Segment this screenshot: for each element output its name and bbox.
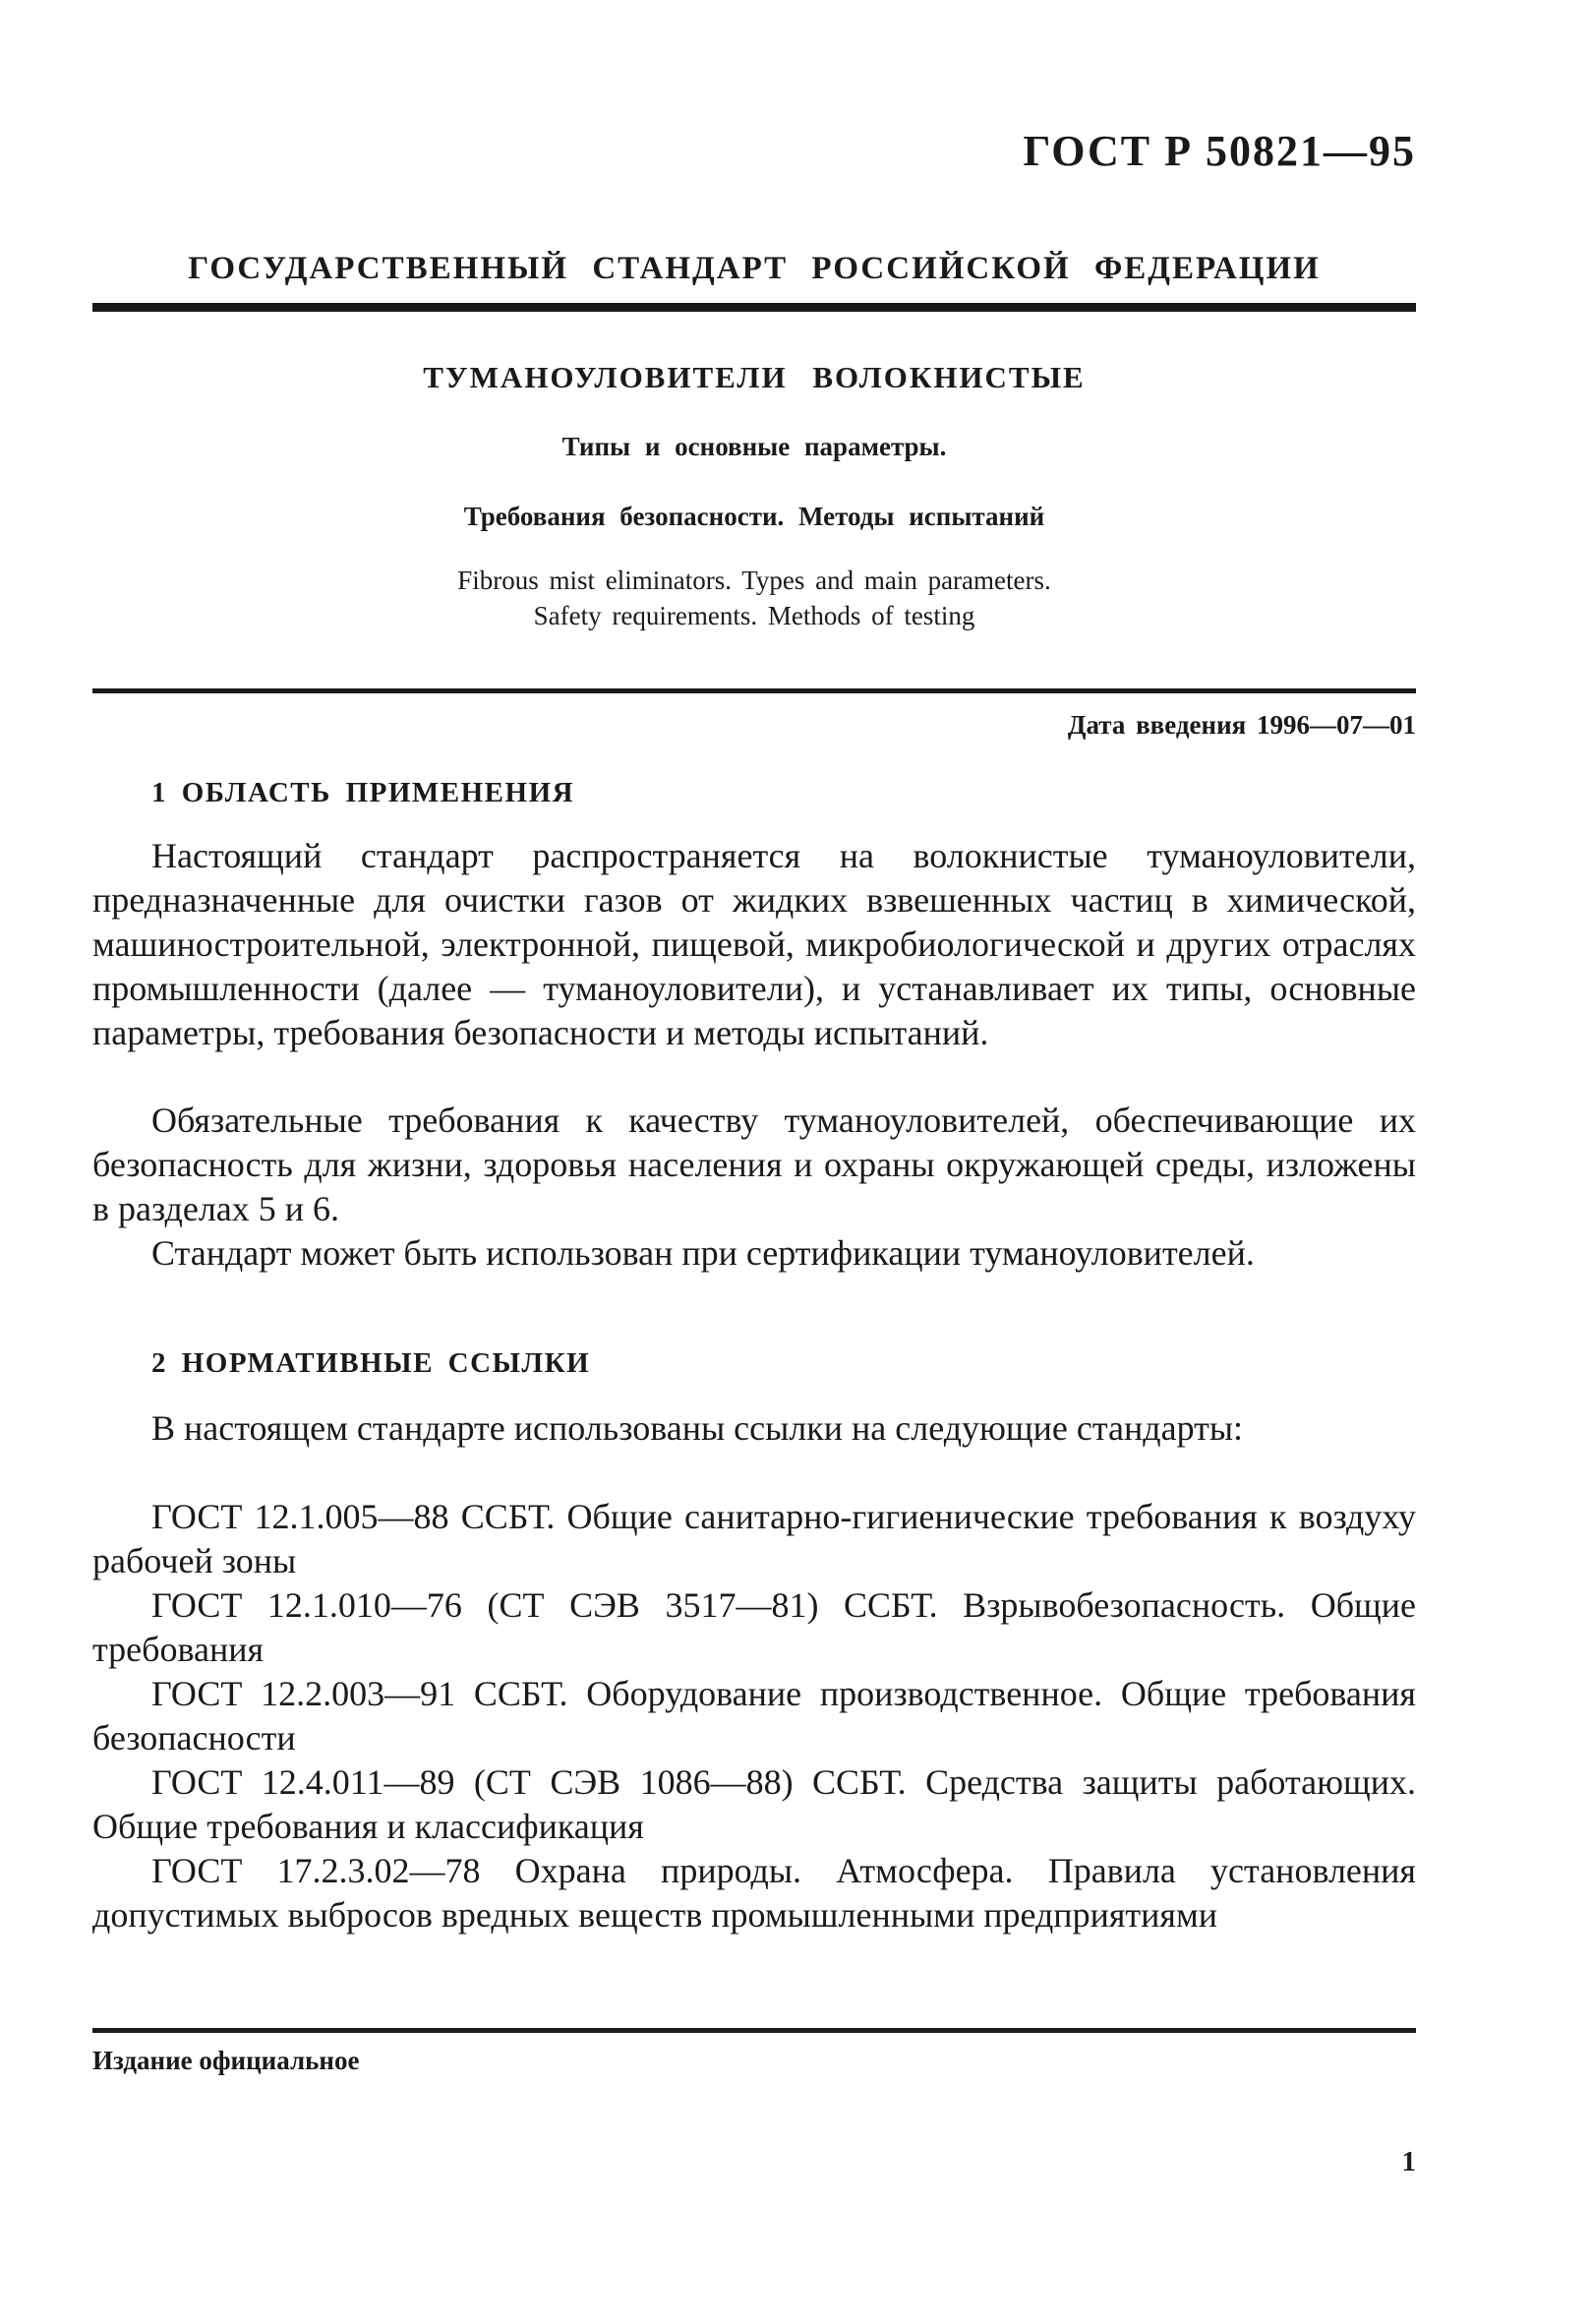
section-1-paragraph-2: Обязательные требования к качеству туманоуловителей, обеспечивающие их безопасность для жизни, здоровья населения и охраны окружающей среды, изложены в разделах 5 и 6.	[92, 1101, 1416, 1228]
document-subtitle-1: Типы и основные параметры.	[561, 432, 947, 461]
document-subtitle-2: Требования безопасности. Методы испытаний	[463, 502, 1045, 531]
footer-divider	[92, 2028, 1416, 2033]
section-1-heading: 1 ОБЛАСТЬ ПРИМЕНЕНИЯ	[151, 777, 575, 808]
reference-item: ГОСТ 12.4.011—89 (СТ СЭВ 1086—88) ССБТ. Средства защиты работающих. Общие требования и классификация	[92, 1762, 1416, 1846]
page-number: 1	[1401, 2146, 1416, 2177]
section-1-paragraph-1: Настоящий стандарт распространяется на волокнистые туманоуловители, предназначенные для очистки газов от жидких взвешенных частиц в химической, машиностроительной, электронной, пищевой, микробиологической и других отраслях промышленности (далее — туманоуловители), и устанавливает их типы, основные параметры, требования безопасности и методы испытаний.	[92, 836, 1416, 1052]
gost-number: ГОСТ Р 50821—95	[1023, 127, 1416, 175]
english-title-line-1: Fibrous mist eliminators. Types and main parameters.	[457, 566, 1051, 595]
reference-item: ГОСТ 12.1.010—76 (СТ СЭВ 3517—81) ССБТ. Взрывобезопасность. Общие требования	[92, 1585, 1416, 1669]
english-title	[92, 563, 1416, 633]
state-standard-heading: ГОСУДАРСТВЕННЫЙ СТАНДАРТ РОССИЙСКОЙ ФЕДЕРАЦИИ	[188, 251, 1321, 286]
section-1-paragraph-3: Стандарт может быть использован при сертификации туманоуловителей.	[151, 1233, 1255, 1273]
official-edition-label: Издание официальное	[92, 2046, 360, 2075]
reference-item: ГОСТ 17.2.3.02—78 Охрана природы. Атмосфера. Правила установления допустимых выбросов вредных веществ промышленными предприятиями	[92, 1851, 1416, 1935]
document-title: ТУМАНОУЛОВИТЕЛИ ВОЛОКНИСТЫЕ	[423, 360, 1086, 394]
normative-references-list	[92, 1495, 1416, 1937]
reference-item: ГОСТ 12.2.003—91 ССБТ. Оборудование производственное. Общие требования безопасности	[92, 1674, 1416, 1758]
section-2-intro: В настоящем стандарте использованы ссылки на следующие стандарты:	[151, 1408, 1244, 1448]
section-2-heading: 2 НОРМАТИВНЫЕ ССЫЛКИ	[151, 1347, 591, 1379]
introduction-date: Дата введения 1996—07—01	[1067, 710, 1416, 740]
reference-item: ГОСТ 12.1.005—88 ССБТ. Общие санитарно-гигиенические требования к воздуху рабочей зоны	[92, 1497, 1416, 1580]
title-divider	[92, 688, 1416, 693]
english-title-line-2: Safety requirements. Methods of testing	[533, 601, 975, 630]
header-divider	[92, 303, 1416, 312]
